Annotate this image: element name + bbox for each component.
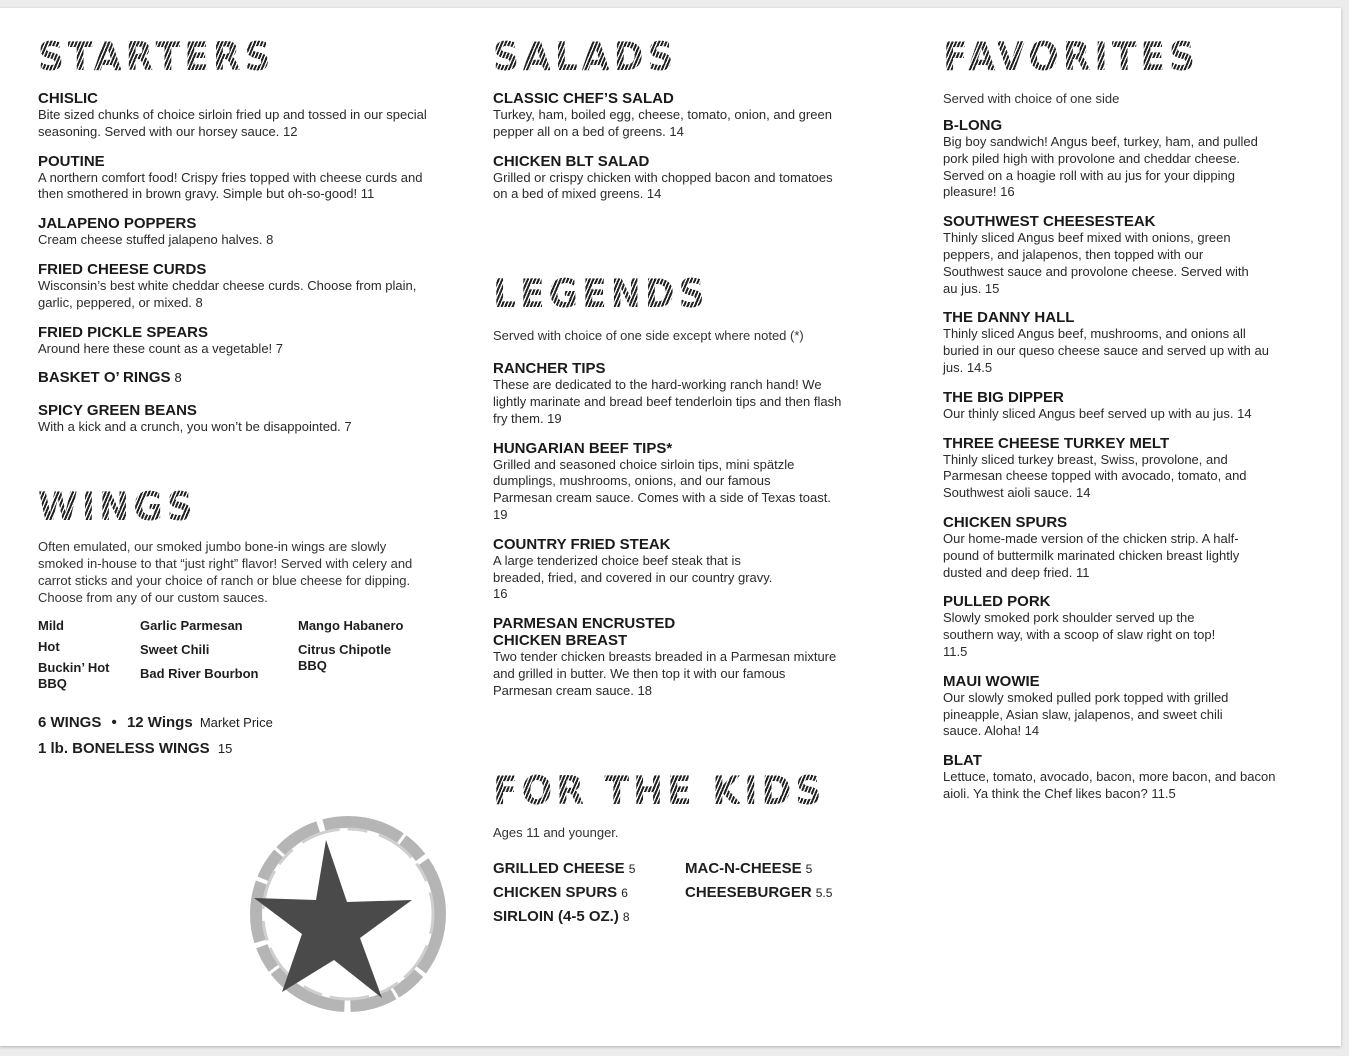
item-name: COUNTRY FRIED STEAK <box>493 535 671 553</box>
menu-item <box>943 389 1293 423</box>
order-12-wings: 12 Wings <box>126 714 193 732</box>
menu-item <box>493 153 843 204</box>
boneless-order <box>38 736 433 762</box>
menu-item <box>38 153 433 204</box>
menu-item <box>38 215 433 249</box>
kids-item-name: SIRLOIN (4-5 OZ.) <box>493 907 619 925</box>
item-name: THREE CHEESE TURKEY MELT <box>943 434 1170 452</box>
kids-item <box>493 857 685 881</box>
item-desc: Big boy sandwich! Angus beef, turkey, ham, and pulled pork piled high with provolone and cheddar cheese. Served on a hoagie roll with au jus for your dipping pleasure! 16 <box>943 134 1258 200</box>
kids-item-name: MAC-N-CHEESE <box>685 859 802 877</box>
item-name <box>38 369 433 386</box>
item-name-text: BASKET O’ RINGS <box>38 369 171 387</box>
item-name: B-LONG <box>943 117 1003 134</box>
item-name: POUTINE <box>38 152 105 170</box>
salads-title: SALADS <box>493 36 843 80</box>
favorites-title: FAVORITES <box>943 36 1293 80</box>
item-desc: Thinly sliced Angus beef mixed with onions, green peppers, and jalapenos, then topped with our Southwest sauce and provolone cheese. Served with au jus. 15 <box>943 230 1249 296</box>
kids-intro: Ages 11 and younger. <box>493 824 619 840</box>
item-desc: Cream cheese stuffed jalapeno halves. 8 <box>38 232 274 248</box>
item-name: CLASSIC CHEF’S SALAD <box>493 90 674 107</box>
item-desc: A northern comfort food! Crispy fries topped with cheese curds and then smothered in brown gravy. Simple but oh-so-good! 11 <box>38 169 423 202</box>
menu-item <box>943 435 1293 502</box>
wing-flavors <box>38 618 433 698</box>
menu-item <box>38 402 433 436</box>
flavor: Buckin’ Hot BBQ <box>38 660 110 692</box>
menu-item <box>943 752 1293 803</box>
item-name: CHICKEN BLT SALAD <box>493 152 650 170</box>
item-name: HUNGARIAN BEEF TIPS* <box>493 439 673 457</box>
item-name: BLAT <box>943 752 982 770</box>
column-left <box>38 36 433 762</box>
item-desc: Grilled and seasoned choice sirloin tips, mini spätzle dumplings, mushrooms, onions, and our famous Parmesan cream sauce. Comes with a side of Texas toast. 19 <box>493 456 831 522</box>
menu-item <box>38 369 433 386</box>
item-desc: Our slowly smoked pulled pork topped with grilled pineapple, Asian slaw, jalapenos, and sweet chili sauce. Aloha! 14 <box>943 689 1229 739</box>
kids-item-name: CHEESEBURGER <box>685 883 812 901</box>
flavor: Bad River Bourbon <box>140 666 259 682</box>
menu-item <box>943 673 1293 740</box>
boneless-wings: 1 lb. BONELESS WINGS <box>38 740 210 758</box>
item-desc: Two tender chicken breasts breaded in a Parmesan mixture and grilled in butter. We then top it with our famous Parmesan cream sauce. 18 <box>493 649 837 698</box>
kids-item <box>493 881 685 905</box>
item-desc: Our home-made version of the chicken strip. A half-pound of buttermilk marinated chicken breast lightly dusted and deep fried. 11 <box>943 530 1240 580</box>
menu-item <box>493 440 843 524</box>
item-name: JALAPENO POPPERS <box>38 215 197 233</box>
item-desc: Slowly smoked pork shoulder served up the southern way, with a scoop of slaw right on top! 11.5 <box>943 610 1216 659</box>
starters-title: STARTERS <box>38 36 433 80</box>
menu-item <box>38 324 433 358</box>
menu-item <box>943 117 1293 201</box>
boneless-price: 15 <box>217 741 233 757</box>
order-6-wings: 6 WINGS <box>38 714 102 732</box>
menu-item <box>493 536 843 603</box>
item-name: PARMESAN ENCRUSTED CHICKEN BREAST <box>493 615 676 650</box>
flavor-column <box>298 618 433 698</box>
flavor: Garlic Parmesan <box>140 618 243 634</box>
item-price: 8 <box>174 370 182 386</box>
legends-title: LEGENDS <box>493 273 843 317</box>
item-desc: Around here these count as a vegetable! 7 <box>38 340 284 356</box>
kids-item-price: 5.5 <box>815 885 833 900</box>
menu-item <box>943 213 1293 297</box>
item-desc: A large tenderized choice beef steak that is breaded, fried, and covered in our country gravy. 16 <box>493 552 773 602</box>
flavor: Mango Habanero <box>298 618 404 634</box>
kids-menu <box>493 857 843 929</box>
menu-item <box>493 90 843 141</box>
menu-item <box>493 615 843 699</box>
item-desc: These are dedicated to the hard-working ranch hand! We lightly marinate and bread beef tenderloin tips and then flash fry them. 19 <box>493 377 842 426</box>
menu-item <box>943 593 1293 660</box>
item-desc: Thinly sliced Angus beef, mushrooms, and onions all buried in our queso cheese sauce and served up with au jus. 14.5 <box>943 326 1269 375</box>
column-middle <box>493 36 843 929</box>
kids-item <box>493 905 685 929</box>
item-name: CHICKEN SPURS <box>943 513 1068 531</box>
kids-item <box>685 881 832 905</box>
item-name: THE BIG DIPPER <box>943 388 1064 406</box>
kids-column <box>685 857 832 929</box>
item-name: FRIED PICKLE SPEARS <box>38 323 209 341</box>
menu-item <box>943 514 1293 581</box>
flavor: Sweet Chili <box>140 642 210 658</box>
item-name: THE DANNY HALL <box>943 309 1075 327</box>
menu-page <box>0 8 1341 1046</box>
menu-item <box>38 90 433 141</box>
item-desc: Our thinly sliced Angus beef served up with au jus. 14 <box>943 405 1252 421</box>
item-desc: Lettuce, tomato, avocado, bacon, more bacon, and bacon aioli. Ya think the Chef likes bacon? 11.5 <box>943 769 1276 801</box>
item-desc: With a kick and a crunch, you won’t be disappointed. 7 <box>38 419 352 435</box>
wings-intro: Often emulated, our smoked jumbo bone-in wings are slowly smoked in-house to that “just right” flavor! Served with celery and carrot sticks and your choice of ranch or blue cheese for dipping. Choose from any of our custom sauces. <box>38 539 413 606</box>
bullet: • <box>111 714 117 732</box>
kids-item-price: 8 <box>622 909 630 924</box>
item-desc: Grilled or crispy chicken with chopped bacon and tomatoes on a bed of mixed greens. 14 <box>493 169 833 202</box>
flavor: Hot <box>38 639 60 655</box>
favorites-intro: Served with choice of one side <box>943 91 1120 106</box>
legends-intro: Served with choice of one side except where noted (*) <box>493 328 804 344</box>
item-desc: Bite sized chunks of choice sirloin fried up and tossed in our special seasoning. Served with our horsey sauce. 12 <box>38 107 427 139</box>
item-name: MAUI WOWIE <box>943 672 1040 690</box>
menu-item <box>38 261 433 312</box>
item-desc: Turkey, ham, boiled egg, cheese, tomato, onion, and green pepper all on a bed of greens. 14 <box>493 107 832 139</box>
kids-item-name: CHICKEN SPURS <box>493 883 618 901</box>
item-name: PULLED PORK <box>943 593 1051 611</box>
item-name: RANCHER TIPS <box>493 360 606 378</box>
kids-item-price: 6 <box>621 885 628 900</box>
star-in-circle-icon <box>244 810 452 1018</box>
item-name: FRIED CHEESE CURDS <box>38 260 207 278</box>
kids-item-name: GRILLED CHEESE <box>493 859 625 877</box>
menu-item <box>493 360 843 427</box>
wings-order <box>38 710 433 736</box>
item-desc: Wisconsin’s best white cheddar cheese curds. Choose from plain, garlic, peppered, or mixed. 8 <box>38 277 417 310</box>
menu-item <box>943 309 1293 376</box>
kids-title: FOR THE KIDS <box>493 770 843 814</box>
kids-item-price: 5 <box>805 861 813 876</box>
wings-title: WINGS <box>38 486 433 530</box>
item-name: SPICY GREEN BEANS <box>38 402 197 420</box>
kids-column <box>493 857 685 929</box>
item-desc: Thinly sliced turkey breast, Swiss, provolone, and Parmesan cheese topped with avocado, tomato, and Southwest aioli sauce. 14 <box>943 451 1247 501</box>
flavor: Mild <box>38 618 64 634</box>
flavor: Citrus Chipotle BBQ <box>298 642 392 674</box>
market-price: Market Price <box>199 715 273 731</box>
flavor-column <box>140 618 298 698</box>
column-right <box>943 36 1293 815</box>
kids-item <box>685 857 832 881</box>
item-name: SOUTHWEST CHEESESTEAK <box>943 213 1156 231</box>
item-name: CHISLIC <box>38 90 98 107</box>
kids-item-price: 5 <box>628 861 636 876</box>
flavor-column <box>38 618 140 698</box>
